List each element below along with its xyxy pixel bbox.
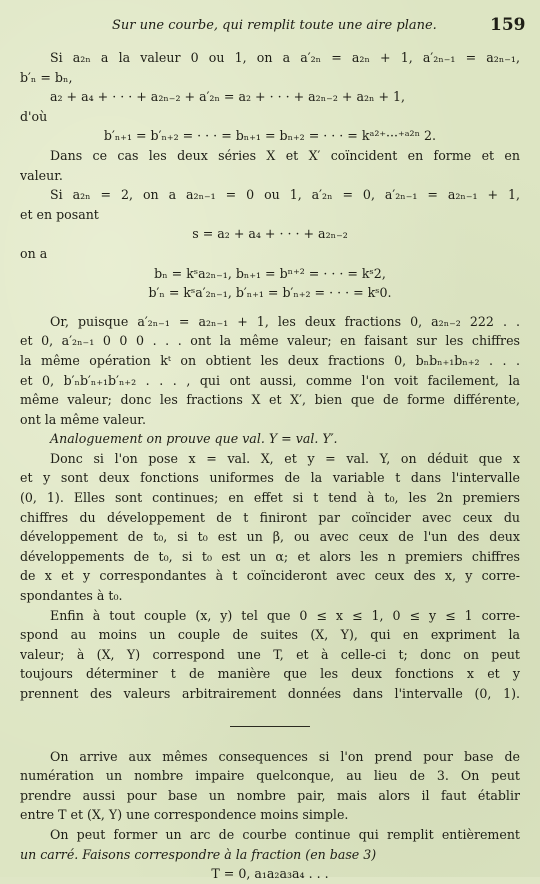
page-number: 159 bbox=[490, 15, 526, 35]
text-line: et 0, b′ₙb′ₙ₊₁b′ₙ₊₂ . . . , qui ont aussi, comme l'on voit facilement, la bbox=[20, 372, 520, 388]
text-line: et en posant bbox=[20, 206, 99, 222]
text-line: numération un nombre impaire quelconque, au lieu de 3. On peut bbox=[20, 768, 520, 784]
text-line: ont la même valeur. bbox=[20, 411, 146, 427]
equation-line: bₙ = kˢa₂ₙ₋₁, bₙ₊₁ = bⁿ⁺² = · · · = kˢ2, bbox=[154, 265, 386, 281]
page-body bbox=[20, 48, 520, 884]
text-line: Donc si l'on pose x = val. X, et y = val. Y, on déduit que x bbox=[50, 450, 520, 466]
page-header bbox=[0, 15, 540, 40]
text-line: même valeur; donc les fractions X et X′, bien que de forme différente, bbox=[20, 392, 520, 408]
equation-line: s = a₂ + a₄ + · · · + a₂ₙ₋₂ bbox=[192, 226, 348, 242]
text-line: Analoguement on prouve que val. Y = val. Y′. bbox=[50, 431, 338, 447]
section-divider bbox=[230, 726, 310, 727]
text-line: développement de t₀, si t₀ est un β, ou avec ceux de l'un des deux bbox=[20, 529, 520, 545]
text-line: (0, 1). Elles sont continues; en effet si t tend à t₀, les 2n premiers bbox=[20, 490, 520, 506]
text-line: Or, puisque a′₂ₙ₋₁ = a₂ₙ₋₁ + 1, les deux fractions 0, a₂ₙ₋₂ 222 . . bbox=[50, 313, 520, 329]
text-line: on a bbox=[20, 245, 48, 261]
text-line: d'où bbox=[20, 108, 48, 124]
text-line: prennent des valeurs arbitrairement données dans l'intervalle (0, 1). bbox=[20, 686, 520, 701]
text-line: valeur; à (X, Y) correspond une T, et à celle-ci t; donc on peut bbox=[20, 646, 520, 662]
text-line: spond au moins un couple de suites (X, Y), qui en expriment la bbox=[20, 627, 520, 643]
text-line: On peut former un arc de courbe continue qui remplit entièrement bbox=[50, 826, 520, 842]
equation-line: T = 0, a₁a₂a₃a₄ . . . bbox=[211, 866, 329, 882]
text-line: prendre aussi pour base un nombre pair, mais alors il faut établir bbox=[20, 787, 520, 803]
text-line: un carré. Faisons correspondre à la fraction (en base 3) bbox=[20, 846, 377, 862]
text-line: entre T et (X, Y) une correspondence moins simple. bbox=[20, 807, 349, 823]
text-line: Si a₂ₙ a la valeur 0 ou 1, on a a′₂ₙ = a₂ₙ + 1, a′₂ₙ₋₁ = a₂ₙ₋₁, bbox=[50, 50, 520, 65]
text-line: chiffres du développement de t finiront par coïncider avec ceux du bbox=[20, 509, 520, 525]
running-title: Sur une courbe, qui remplit toute une aire plane. bbox=[112, 18, 437, 33]
text-line: valeur. bbox=[20, 167, 63, 183]
equation-line: b′ₙ₊₁ = b′ₙ₊₂ = · · · = bₙ₊₁ = bₙ₊₂ = · · · = kᵃ²⁺···⁺ᵃ²ⁿ 2. bbox=[103, 128, 437, 144]
text-line: développements de t₀, si t₀ est un α; et alors les n premiers chiffres bbox=[20, 548, 520, 564]
text-line: Enfin à tout couple (x, y) tel que 0 ≤ x ≤ 1, 0 ≤ y ≤ 1 corre- bbox=[50, 607, 520, 623]
text-line: b′ₙ = bₙ, bbox=[20, 69, 73, 85]
text-line: et 0, a′₂ₙ₋₁ 0 0 0 . . . ont la même valeur; en faisant sur les chiffres bbox=[20, 333, 520, 349]
text-line: On arrive aux mêmes consequences si l'on prend pour base de bbox=[50, 748, 520, 764]
text-line: Dans ce cas les deux séries X et X′ coïncident en forme et en bbox=[50, 147, 520, 163]
text-line: la même opération kᵗ on obtient les deux fractions 0, bₙbₙ₊₁bₙ₊₂ . . . bbox=[20, 352, 520, 368]
text-line: spondantes à t₀. bbox=[20, 588, 123, 604]
text-line: toujours déterminer t de manière que les deux fonctions x et y bbox=[20, 666, 520, 682]
equation-line: a₂ + a₄ + · · · + a₂ₙ₋₂ + a′₂ₙ = a₂ + · · · + a₂ₙ₋₂ + a₂ₙ + 1, bbox=[50, 89, 406, 105]
text-line: Si a₂ₙ = 2, on a a₂ₙ₋₁ = 0 ou 1, a′₂ₙ = 0, a′₂ₙ₋₁ = a₂ₙ₋₁ + 1, bbox=[50, 187, 520, 203]
text-line: et y sont deux fonctions uniformes de la variable t dans l'intervalle bbox=[20, 470, 520, 486]
equation-line: b′ₙ = kˢa′₂ₙ₋₁, b′ₙ₊₁ = b′ₙ₊₂ = · · · = kˢ0. bbox=[148, 285, 392, 301]
text-line: de x et y correspondantes à t coïncideront avec ceux des x, y corre- bbox=[20, 568, 520, 584]
